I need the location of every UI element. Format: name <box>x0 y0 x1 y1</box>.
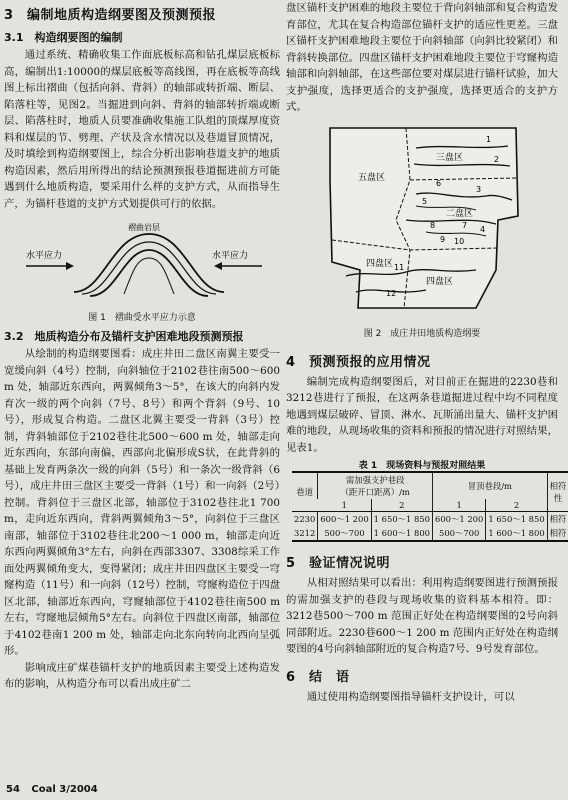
structure-number: 12 <box>386 288 397 298</box>
structure-number: 8 <box>430 220 436 230</box>
table-cell: 500～700 <box>318 526 371 541</box>
col-header-4: 2 <box>486 499 547 512</box>
left-column <box>4 0 280 693</box>
section-3-2-paragraph: 从绘制的构造纲要图看：成庄井田二盘区南翼主要受一宽缓向斜（4号）控制，向斜轴位于2102巷往南500～600 m 处，轴部近东西向，两翼倾角3～5°，在该大的向斜内发育次一级的两个向斜（7号、8号）和两个背斜（9号、10号），形成复合构造。二盘区北翼主要受一背斜（3号）控制，背斜轴部位于2102巷往北500～600 m 处，轴部走向近东西向，东部向南偏，西部向北偏形成S状，在此背斜的基础上发育两条次一级的向斜（5号）和一条次一级背斜（6号），成庄井田三盘区主要受一背斜（1号）和一向斜（2号）控制。背斜位于三盘区北部，轴部位于3102巷往北1 700 m，走向近东西向，背斜两翼倾角3～5°，向斜位于三盘区南部，轴部位于3102巷往北200～1 000 m，轴部走向近东西向两翼倾角3°左右，向斜在西部3307、3308综采工作面处两翼倾角变大，变得紧闭；成庄井田四盘区主要受一穹窿构造（11号）和一向斜（12号）控制，穹窿构造位于四盘区北部，轴部近东西向，穹窿轴部位于4102巷往南500 m 左右，穹窿地层倾角5°左右。向斜位于四盘区南部，轴部位于4102巷南1 200 m 处，轴部走向北东向转向北西向呈弧形。 <box>4 348 280 657</box>
panel-4-label: 四盘区 <box>366 258 394 269</box>
col-header-roof-fall: 冒顶巷段/m <box>433 472 548 499</box>
right-arrowhead-icon <box>214 262 222 270</box>
panel-5-label: 五盘区 <box>358 172 386 183</box>
section-5-paragraph: 从相对照结果可以看出：利用构造纲要图进行预测预报的需加强支护的巷段与现场收集的资料基本相符。即：3212巷500～700 m 范围正好处在构造纲要图的2号向斜同部附近。2230巷600～1 200 m 范围内正好处在构造纲要图的4号向斜轴部附近的复合构造7号、9号发育部位。 <box>286 577 558 655</box>
figure-2-caption: 图 2 成庄井田地质构造纲要 <box>363 328 481 339</box>
label-fold-strata: 褶曲岩层 <box>128 223 160 232</box>
section-3-1-heading: 3.1 构造纲要图的编制 <box>4 31 123 44</box>
structure-map <box>286 120 558 322</box>
table-row <box>292 512 568 527</box>
table-cell: 1 650～1 850 <box>371 512 432 527</box>
page-footer <box>6 784 98 795</box>
results-table <box>292 471 568 542</box>
page-number: 54 <box>6 784 20 795</box>
col-header-3: 1 <box>433 499 486 512</box>
section-5-heading: 5 验证情况说明 <box>286 556 391 571</box>
table-cell: 相符 <box>547 512 568 527</box>
figure-1 <box>4 214 280 323</box>
structure-number: 3 <box>476 184 482 194</box>
fold-layer-core <box>124 258 174 294</box>
section-3-1-paragraph: 通过系统、精确收集工作面底板标高和钻孔煤层底板标高，编制出1:10000的煤层底板等高线图，再在底板等高线图上标出褶曲（包括向斜、背斜）的轴部或转折端、断层、陷落柱等，见图2。当掘进到向斜、背斜的轴部转折端或断层、陷落柱时，地质人员要准确收集施工队组的顶煤厚度资料和煤层的节、劈理、产状及含水情况以及巷道冒顶情况，及时填绘到构造纲要图上，综合分析出影响巷道支护的地质构造因素，然后用所得出的结论预测预报巷道掘进前方可能遇到什么地质构造，要采用什么样的支护方式，从而指导生产，为锚杆巷道的支护方式划提供可行的依据。 <box>4 49 280 210</box>
mine-boundary <box>330 128 518 308</box>
structure-number: 4 <box>480 224 486 234</box>
figure-1-caption: 图 1 褶曲受水平应力示意 <box>88 313 196 323</box>
section-3-2-paragraph-2: 影响成庄矿煤巷锚杆支护的地质因素主要受上述构造发布的影响，从构造分布可以看出成庄矿二 <box>4 661 280 690</box>
panel-2-label: 二盘区 <box>446 208 474 219</box>
structure-number: 2 <box>494 154 500 164</box>
left-arrowhead-icon <box>66 262 74 270</box>
section-6-paragraph: 通过使用构造纲要图指导锚杆支护设计，可以 <box>306 690 515 703</box>
table-cell: 相符 <box>547 526 568 541</box>
continued-paragraph: 盘区锚杆支护困难的地段主要位于背向斜轴部和复合构造发育部位，尤其在复合构造部位锚杆支护的适应性更差。三盘区锚杆支护困难地段主要位于向斜轴部（向斜比较紧闭）和背斜转换部位。四盘区锚杆支护困难地段主要位于穹窿构造轴部和向斜轴部，在这些部位要对煤层进行锚杆试验，加大支护强度，选择更适合的支护强度，选择更适合的支护方式。 <box>286 2 558 113</box>
fold-diagram <box>4 214 280 306</box>
panel-3-label: 三盘区 <box>436 152 464 163</box>
section-4-paragraph: 编制完成构造纲要图后，对目前正在掘进的2230巷和3212巷进行了预报，在这两条巷道掘进过程中均不同程度地遇到煤层破碎、冒顶、淋水、瓦斯涌出量大、锚杆支护困难的地段，从现场收集的资料和预报的情况进行对照结果，见表1。 <box>286 375 558 454</box>
col-header-reinforce-text: 需加强支护巷段 <box>345 475 405 485</box>
table-cell: 500～700 <box>433 526 486 541</box>
fold-layer-inner <box>90 250 208 296</box>
col-header-reinforce <box>318 472 433 499</box>
section-6-heading: 6 结 语 <box>286 669 350 685</box>
fold-layer-outer <box>74 234 224 292</box>
section-4-heading: 4 预测预报的应用情况 <box>286 354 431 370</box>
table-row <box>292 526 568 541</box>
col-header-2: 2 <box>371 499 432 512</box>
section-3-2-heading: 3.2 地质构造分布及锚杆支护困难地段预测预报 <box>4 330 244 343</box>
table-cell: 1 600～1 800 <box>371 526 432 541</box>
table-cell: 1 600～1 800 <box>486 526 547 541</box>
col-header-roadway: 巷道 <box>292 472 318 512</box>
structure-number: 7 <box>462 220 468 230</box>
table-cell: 600～1 200 <box>318 512 371 527</box>
structure-number: 11 <box>394 262 405 272</box>
right-column <box>286 0 567 705</box>
table-1-title: 表 1 现场资料与预报对照结果 <box>358 461 486 471</box>
table-cell: 1 650～1 850 <box>486 512 547 527</box>
col-header-match: 相符性 <box>547 472 568 512</box>
structure-number: 6 <box>436 178 442 188</box>
label-left-stress: 水平应力 <box>26 251 63 261</box>
structure-number: 10 <box>454 236 465 246</box>
journal-name: Coal 3/2004 <box>31 784 98 795</box>
section-3-heading: 3 编制地质构造纲要图及预测预报 <box>4 8 217 23</box>
structure-number: 9 <box>440 234 446 244</box>
table-cell: 600～1 200 <box>433 512 486 527</box>
figure-2 <box>286 120 558 339</box>
label-right-stress: 水平应力 <box>212 251 249 261</box>
panel-4-label-2: 四盘区 <box>426 276 454 287</box>
structure-number: 5 <box>422 196 428 206</box>
structure-number: 1 <box>486 134 492 144</box>
col-header-reinforce-sub: （距开口距离）/m <box>340 487 410 497</box>
table-cell: 3212 <box>292 526 318 541</box>
col-header-1: 1 <box>341 500 347 510</box>
table-cell: 2230 <box>292 512 318 527</box>
